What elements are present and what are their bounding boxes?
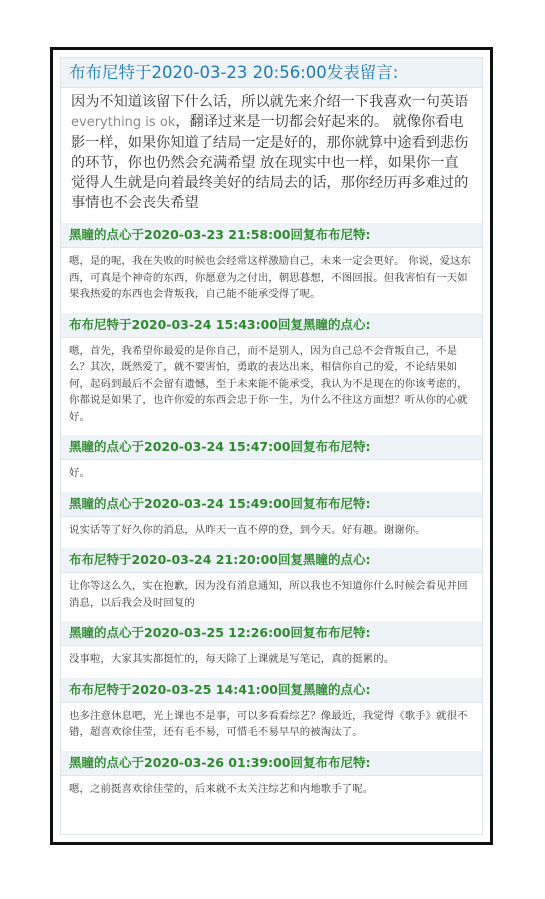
reply-header: 布布尼特于2020-03-24 21:20:00回复黑瞳的点心: [61, 548, 482, 573]
reply-body: 没事啦，大家其实都挺忙的，每天除了上课就是写笔记，真的挺累的。 [69, 653, 395, 665]
main-message-english: everything is ok [71, 115, 176, 130]
main-message-body [61, 88, 482, 221]
main-message-text-1: 因为不知道该留下什么话，所以就先来介绍一下我喜欢一句英语 [71, 94, 469, 110]
reply-item [61, 621, 482, 676]
reply-item [61, 751, 482, 806]
reply-header: 黑瞳的点心于2020-03-25 12:26:00回复布布尼特: [61, 621, 482, 646]
reply-body: 好。 [69, 467, 90, 479]
reply-body: 也多注意休息吧，光上课也不是事，可以多看看综艺？像最近，我觉得《歌手》就很不错，超喜欢徐佳莹，还有毛不易，可惜毛不易早早的被淘汰了。 [69, 709, 468, 738]
reply-header: 黑瞳的点心于2020-03-24 15:47:00回复布布尼特: [61, 435, 482, 460]
reply-item [61, 678, 482, 749]
reply-body: 嗯，是的呢，我在失败的时候也会经常这样激励自己，未来一定会更好。 你说，爱这东西，可真是个神奇的东西，你愿意为之付出，朝思暮想，不图回报。但我害怕有一天如果我热爱的东西也会背叛我，自己能不能承受得了呢。 [69, 255, 472, 300]
reply-header: 黑瞳的点心于2020-03-26 01:39:00回复布布尼特: [61, 751, 482, 776]
screenshot-frame [50, 47, 493, 845]
main-message-header: 布布尼特于2020-03-23 20:56:00发表留言: [61, 58, 482, 88]
reply-body: 说实话等了好久你的消息，从昨天一直不停的登，到今天。好有趣。谢谢你。 [69, 523, 426, 536]
reply-item [61, 435, 482, 490]
main-message [61, 58, 482, 221]
reply-item [61, 548, 482, 619]
reply-body: 嗯，之前挺喜欢徐佳莹的，后来就不太关注综艺和内地歌手了呢。 [69, 782, 374, 795]
reply-item [61, 223, 482, 311]
reply-header: 布布尼特于2020-03-25 14:41:00回复黑瞳的点心: [61, 678, 482, 703]
reply-body: 让你等这么久，实在抱歉，因为没有消息通知，所以我也不知道你什么时候会看见并回消息，以后我会及时回复的 [69, 580, 468, 609]
main-message-text-2: ，翻译过来是一切都会好起来的。 就像你看电影一样，如果你知道了结局一定是好的，那你就算中途看到悲伤的环节，你也仍然会充满希望 放在现实中也一样，如果你一直觉得人生就是向着最终美好的结局去的话，那你经历再多难过的事情也不会丧失希望 [71, 114, 469, 211]
message-board [60, 57, 483, 835]
reply-header: 黑瞳的点心于2020-03-24 15:49:00回复布布尼特: [61, 492, 482, 517]
reply-item [61, 492, 482, 547]
reply-item [61, 313, 482, 434]
reply-header: 布布尼特于2020-03-24 15:43:00回复黑瞳的点心: [61, 313, 482, 338]
reply-body: 嗯，首先，我希望你最爱的是你自己，而不是别人，因为自己总不会背叛自己，不是么？其次，既然爱了，就不要害怕，勇敢的表达出来，相信你自己的爱，不论结果如何，起码到最后不会留有遗憾，至于未来能不能承受，我认为不是现在的你该考虑的，你都说是如果了，也许你爱的东西会忠于你一生，为什么不往这方面想？听从你的心就好。 [69, 344, 468, 423]
reply-header: 黑瞳的点心于2020-03-23 21:58:00回复布布尼特: [61, 223, 482, 248]
